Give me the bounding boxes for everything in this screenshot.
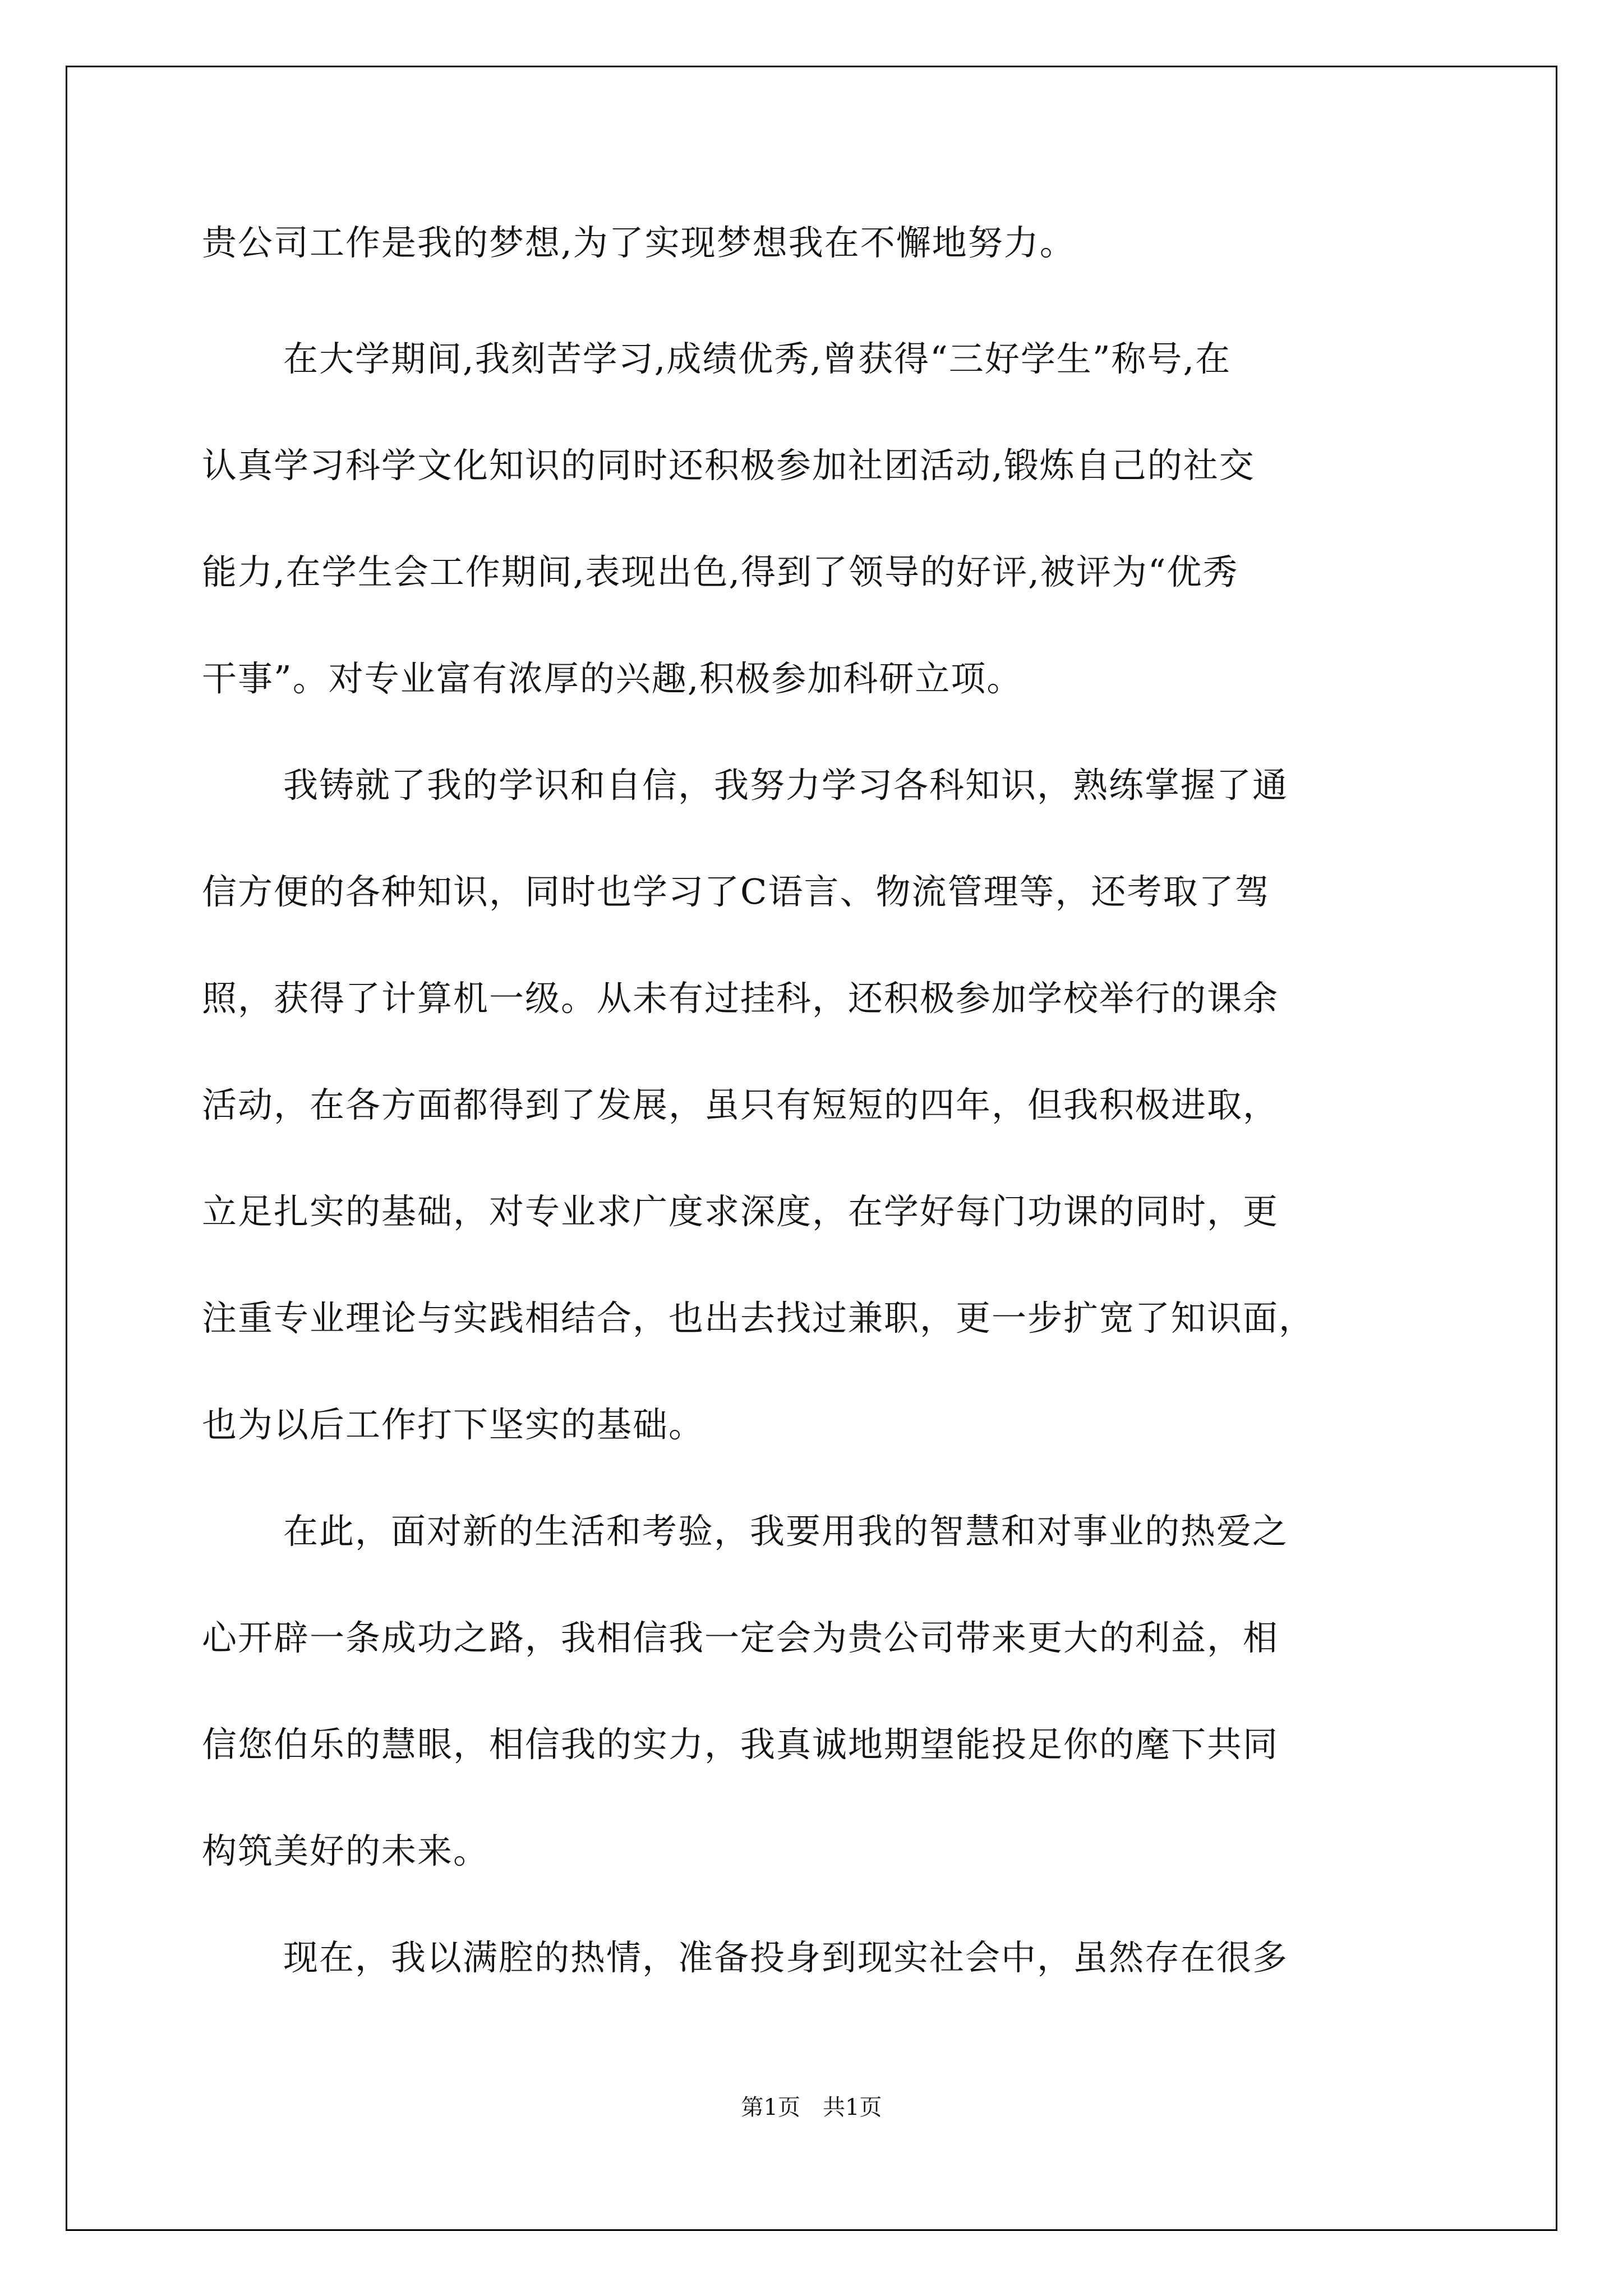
text-line: 在此，面对新的生活和考验，我要用我的智慧和对事业的热爱之: [283, 1511, 1289, 1552]
page-border: [66, 66, 1557, 2231]
text-line: 我铸就了我的学识和自信，我努力学习各科知识，熟练掌握了通: [283, 765, 1289, 806]
text-line: 信方便的各种知识，同时也学习了C语言、物流管理等，还考取了驾: [202, 871, 1271, 912]
text-line: 在大学期间,我刻苦学习,成绩优秀,曾获得“三好学生”称号,在: [283, 338, 1232, 379]
text-line: 立足扎实的基础，对专业求广度求深度，在学好每门功课的同时，更: [202, 1191, 1279, 1232]
text-line: 照，获得了计算机一级。从未有过挂科，还积极参加学校举行的课余: [202, 978, 1279, 1019]
text-line: 注重专业理论与实践相结合，也出去找过兼职，更一步扩宽了知识面，: [202, 1297, 1315, 1338]
text-line: 构筑美好的未来。: [202, 1830, 490, 1871]
text-line: 活动，在各方面都得到了发展，虽只有短短的四年，但我积极进取，: [202, 1084, 1279, 1125]
text-line: 也为以后工作打下坚实的基础。: [202, 1404, 705, 1445]
text-line: 认真学习科学文化知识的同时还积极参加社团活动,锻炼自己的社交: [202, 445, 1255, 486]
page-number-footer: 第1页 共1页: [741, 2095, 882, 2120]
text-line: 干事”。对专业富有浓厚的兴趣,积极参加科研立项。: [202, 658, 1023, 699]
text-line: 贵公司工作是我的梦想,为了实现梦想我在不懈地努力。: [202, 222, 1076, 263]
text-line: 心开辟一条成功之路，我相信我一定会为贵公司带来更大的利益，相: [202, 1617, 1279, 1658]
text-line: 能力,在学生会工作期间,表现出色,得到了领导的好评,被评为“优秀: [202, 551, 1239, 592]
text-line: 信您伯乐的慧眼，相信我的实力，我真诚地期望能投足你的麾下共同: [202, 1724, 1279, 1765]
text-line: 现在，我以满腔的热情，准备投身到现实社会中，虽然存在很多: [283, 1937, 1289, 1978]
